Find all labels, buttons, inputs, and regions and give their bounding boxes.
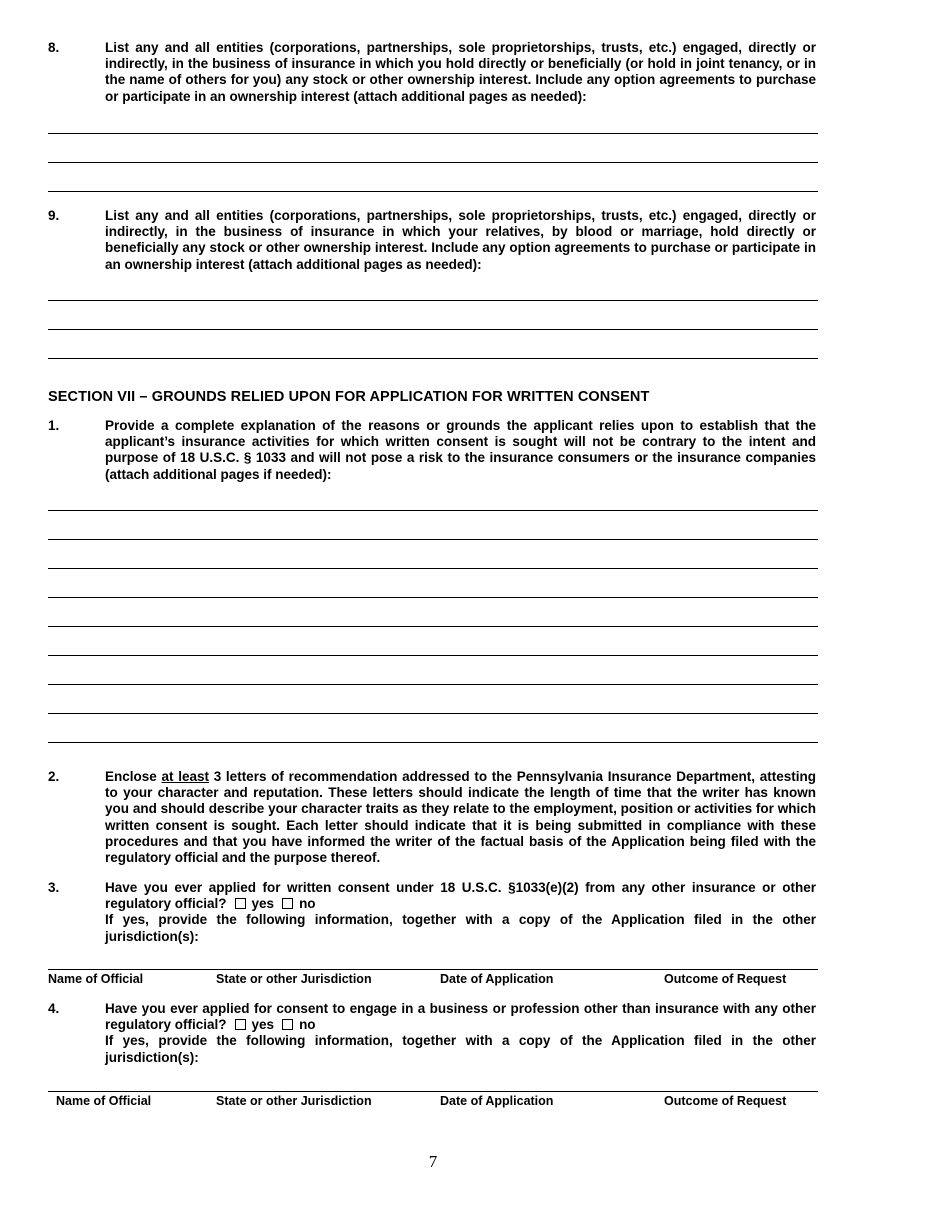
no-label: no <box>299 896 316 912</box>
question-prompt: Have you ever applied for written consent under 18 U.S.C. §1033(e)(2) from any other insurance or other regulatory official? <box>105 880 816 912</box>
question-number: 8. <box>48 40 60 55</box>
question-number: 4. <box>48 1001 60 1016</box>
section7-question-1 <box>48 418 816 483</box>
section7-question-3 <box>48 880 816 945</box>
question-number: 2. <box>48 769 60 784</box>
no-label: no <box>299 1017 316 1033</box>
answer-line[interactable] <box>48 191 818 192</box>
answer-line[interactable] <box>48 568 818 569</box>
answer-line[interactable] <box>48 684 818 685</box>
column-date-of-application: Date of Application <box>440 1094 554 1108</box>
column-outcome-of-request: Outcome of Request <box>664 972 787 986</box>
page-number: 7 <box>428 1152 438 1171</box>
text-part: 3 letters of recommendation addressed to the Pennsylvania Insurance Department, attesting to your character and reputation. These letters should indicate the length of time that the writer has known you and should describe your character traits as they relate to the employment, position or activities for which written consent is sought. Each letter should indicate that it is being submitted in compliance with these procedures and that you have informed the writer of the factual basis of the Application being filed with the regulatory official and the purpose thereof. <box>105 769 817 866</box>
response-table-header <box>48 1094 818 1112</box>
yes-label: yes <box>251 896 275 912</box>
yes-checkbox[interactable] <box>235 1019 246 1030</box>
question-prompt: Have you ever applied for consent to engage in a business or profession other than insurance with any other regulatory official? <box>105 1001 816 1033</box>
yes-label: yes <box>251 1017 275 1033</box>
answer-line[interactable] <box>48 597 818 598</box>
column-jurisdiction: State or other Jurisdiction <box>216 1094 372 1108</box>
answer-line[interactable] <box>48 1091 818 1092</box>
no-checkbox[interactable] <box>282 1019 293 1030</box>
response-table-header <box>48 972 818 990</box>
column-outcome-of-request: Outcome of Request <box>664 1094 787 1108</box>
question-text: List any and all entities (corporations, partnerships, sole proprietorships, trusts, etc.) engaged, directly or indirectly, in the business of insurance in which your relatives, by blood or marriage, hold directly or beneficially any stock or other ownership interest. Include any option agreements to purchase or participate in an ownership interest (attach additional pages as needed): <box>105 208 816 272</box>
question-9 <box>48 208 816 273</box>
yes-checkbox[interactable] <box>235 898 246 909</box>
question-text: List any and all entities (corporations, partnerships, sole proprietorships, trusts, etc.) engaged, directly or indirectly, in the business of insurance in which you hold directly or beneficially (or hold in joint tenancy, or in the name of others for you) any stock or other ownership interest. Include any option agreements to purchase or participate in an ownership interest (attach additional pages as needed): <box>105 40 816 104</box>
answer-line[interactable] <box>48 539 818 540</box>
followup-text: If yes, provide the following information, together with a copy of the Application filed in the other jurisdiction(s): <box>105 1033 816 1065</box>
section-heading: SECTION VII – GROUNDS RELIED UPON FOR APPLICATION FOR WRITTEN CONSENT <box>48 389 650 405</box>
text-part: Enclose <box>105 769 162 784</box>
column-name-of-official: Name of Official <box>48 972 144 986</box>
question-number: 9. <box>48 208 60 223</box>
question-text <box>105 1001 816 1033</box>
column-jurisdiction: State or other Jurisdiction <box>216 972 372 986</box>
underlined-emphasis: at least <box>161 769 209 784</box>
no-checkbox[interactable] <box>282 898 293 909</box>
answer-line[interactable] <box>48 742 818 743</box>
answer-line[interactable] <box>48 300 818 301</box>
answer-line[interactable] <box>48 133 818 134</box>
question-text <box>105 769 816 866</box>
answer-line[interactable] <box>48 358 818 359</box>
answer-line[interactable] <box>48 969 818 970</box>
column-date-of-application: Date of Application <box>440 972 554 986</box>
answer-line[interactable] <box>48 713 818 714</box>
question-text: Provide a complete explanation of the reasons or grounds the applicant relies upon to establish that the applicant’s insurance activities for which written consent is sought will not be contrary to the intent and purpose of 18 U.S.C. § 1033 and will not pose a risk to the insurance consumers or the insurance companies (attach additional pages if needed): <box>105 418 816 482</box>
section7-question-2 <box>48 769 816 866</box>
question-8 <box>48 40 816 105</box>
answer-line[interactable] <box>48 626 818 627</box>
answer-line[interactable] <box>48 510 818 511</box>
question-text <box>105 880 816 912</box>
answer-line[interactable] <box>48 655 818 656</box>
followup-text: If yes, provide the following information, together with a copy of the Application filed in the other jurisdiction(s): <box>105 912 816 944</box>
section7-question-4 <box>48 1001 816 1066</box>
column-name-of-official: Name of Official <box>56 1094 152 1108</box>
answer-line[interactable] <box>48 329 818 330</box>
question-number: 1. <box>48 418 60 433</box>
answer-line[interactable] <box>48 162 818 163</box>
question-number: 3. <box>48 880 60 895</box>
